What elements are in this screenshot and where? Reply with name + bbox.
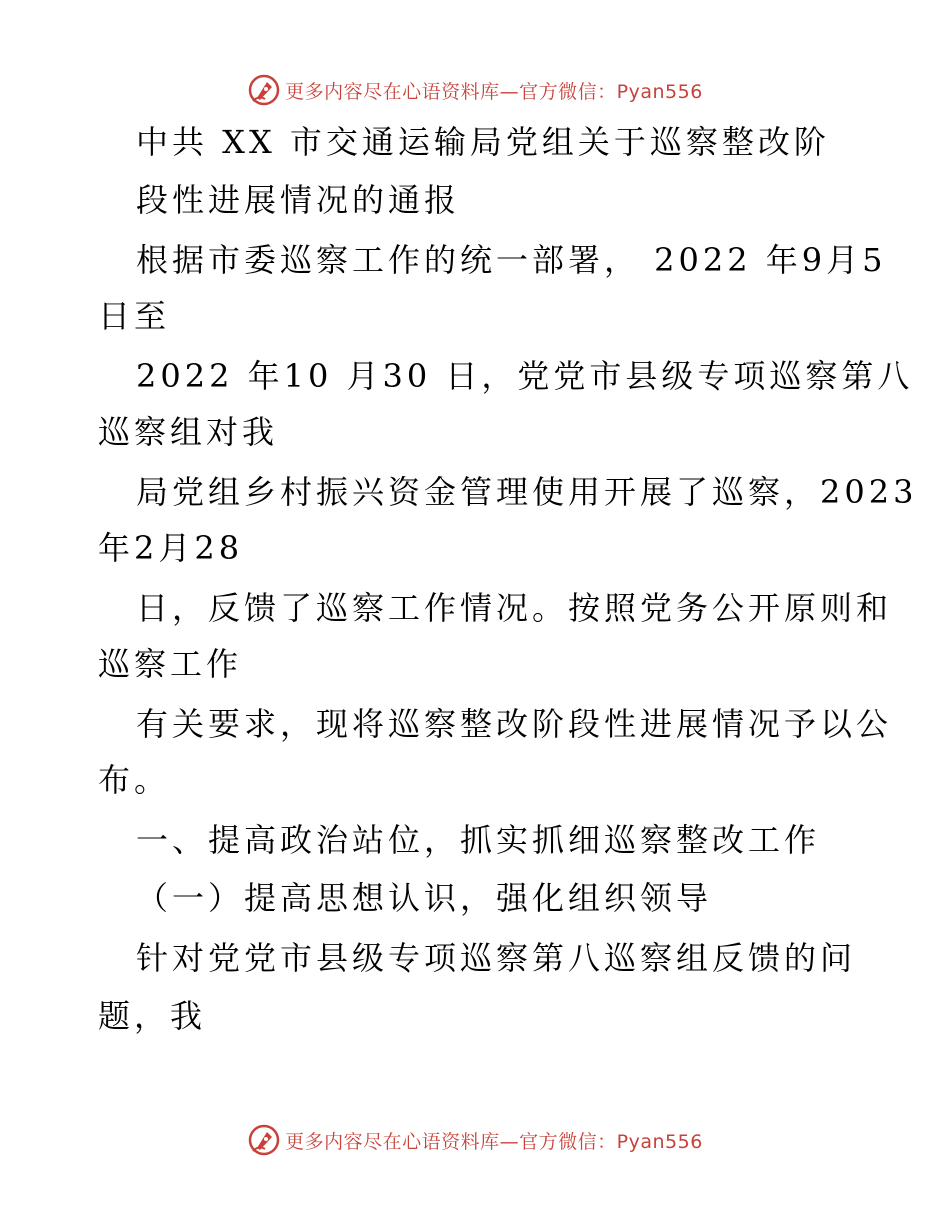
- watermark-text: 更多内容尽在心语资料库—官方微信：Pyan556: [285, 1130, 703, 1153]
- paragraph-line: 有关要求，现将巡察整改阶段性进展情况予以公: [136, 705, 893, 743]
- paragraph-line: 2022 年10 月30 日，党党市县级专项巡察第八: [136, 357, 914, 395]
- section-heading: 一、提高政治站位，抓实抓细巡察整改工作: [136, 821, 821, 859]
- doc-title-line-2: 段性进展情况的通报: [136, 181, 461, 219]
- paragraph-line: 巡察工作: [98, 645, 243, 683]
- doc-title-line-1: 中共 XX 市交通运输局党组关于巡察整改阶: [136, 123, 830, 161]
- paragraph-line: 题，我: [98, 997, 207, 1035]
- paragraph-line: 根据市委巡察工作的统一部署， 2022 年9月5: [136, 241, 887, 279]
- paragraph-line: 针对党党市县级专项巡察第八巡察组反馈的问: [136, 939, 857, 977]
- paragraph-line: 日，反馈了巡察工作情况。按照党务公开原则和: [136, 589, 893, 627]
- paragraph-line: 日至: [98, 297, 171, 335]
- subsection-heading: （一）提高思想认识，强化组织领导: [136, 879, 713, 917]
- footer-watermark-banner: [0, 1120, 950, 1160]
- header-watermark-banner: [0, 70, 950, 110]
- paragraph-line: 巡察组对我: [98, 413, 279, 451]
- paragraph-line: 局党组乡村振兴资金管理使用开展了巡察，2023: [136, 473, 918, 511]
- pen-nib-seal-icon: [247, 73, 281, 107]
- paragraph-line: 年2月28: [98, 529, 244, 567]
- paragraph-line: 布。: [98, 761, 171, 799]
- pen-nib-seal-icon: [247, 1123, 281, 1157]
- watermark-text: 更多内容尽在心语资料库—官方微信：Pyan556: [285, 80, 703, 103]
